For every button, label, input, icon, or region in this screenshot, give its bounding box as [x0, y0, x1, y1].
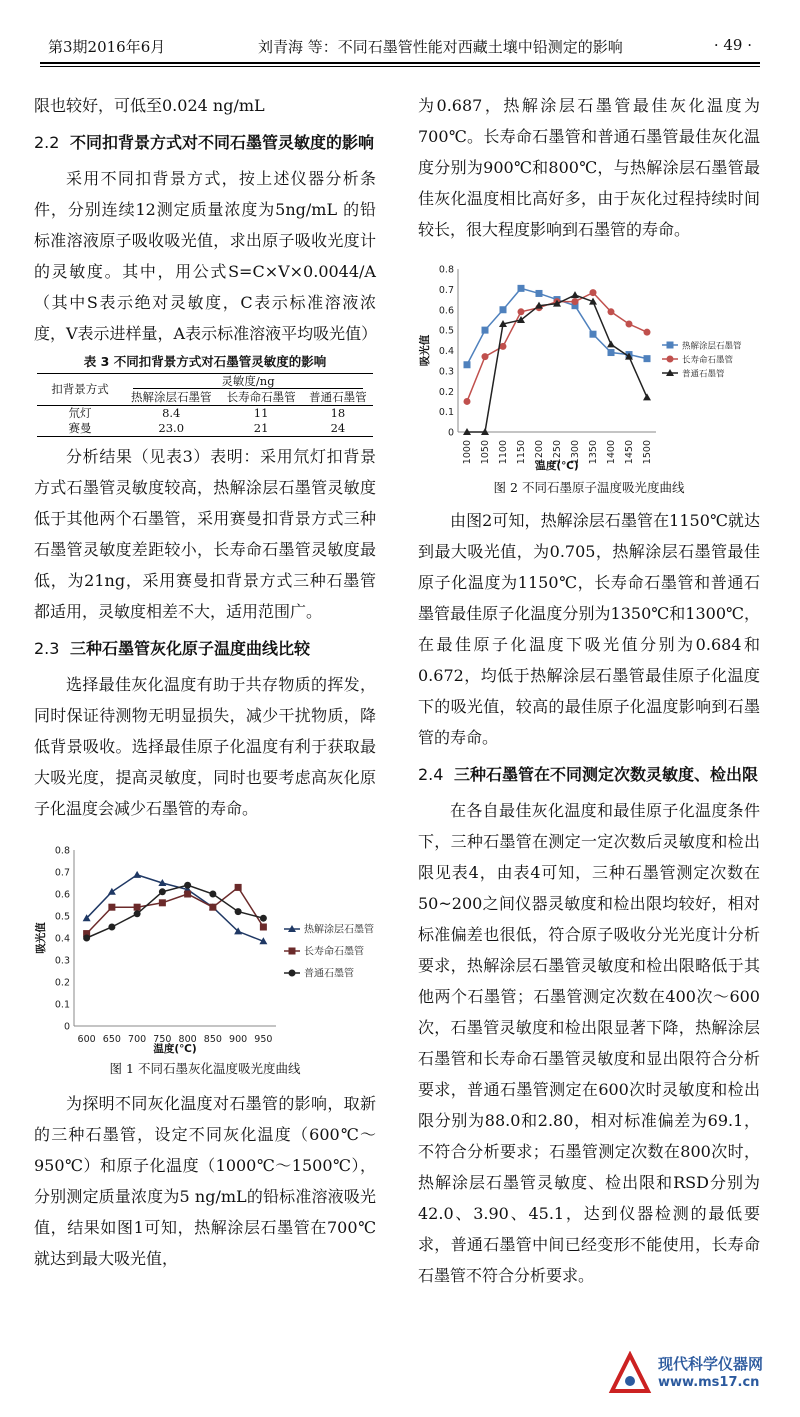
data-point: [159, 888, 166, 895]
data-point: [626, 321, 633, 328]
paragraph: 为0.687，热解涂层石墨管最佳灰化温度为700℃。长寿命石墨管和普通石墨管最佳灰化温度分别为900℃和800℃，与热解涂层石墨管最佳灰化温度相比高好多，由于灰化过程持续时间较长，很大程度影响到石墨管的寿命。: [418, 96, 760, 239]
x-tick-label: 600: [77, 1034, 96, 1045]
data-point: [209, 891, 216, 898]
y-tick-label: 0.1: [438, 407, 454, 419]
table-row: [37, 421, 373, 437]
data-point: [571, 291, 579, 298]
legend-label: 普通石墨管: [682, 369, 725, 380]
figure-2-caption: 图 2 不同石墨原子温度吸光度曲线: [493, 480, 685, 495]
x-tick-label: 1200: [534, 440, 545, 465]
section-title: 不同扣背景方式对不同石墨管灵敏度的影响: [70, 133, 375, 152]
data-point: [209, 904, 216, 911]
y-tick-label: 0.7: [438, 284, 454, 296]
section-2-2-heading: [34, 129, 376, 157]
data-point: [464, 361, 471, 368]
figure-1-caption: 图 1 不同石墨灰化温度吸光度曲线: [109, 1061, 301, 1076]
legend-marker: [667, 342, 674, 349]
y-tick-label: 0.6: [54, 889, 70, 901]
table-cell: 18: [330, 406, 346, 420]
header-rule-thick: [40, 62, 760, 64]
data-point: [184, 891, 191, 898]
x-tick-label: 900: [229, 1034, 248, 1045]
y-tick-label: 0.2: [438, 386, 454, 398]
y-tick-label: 0.7: [54, 867, 70, 879]
y-tick-label: 0: [447, 427, 454, 439]
legend-marker: [289, 970, 296, 977]
series-line: [467, 295, 647, 432]
data-point: [500, 343, 507, 350]
data-point: [536, 290, 543, 297]
y-tick-label: 0.2: [54, 977, 70, 989]
paragraph: 在各自最佳灰化温度和最佳原子化温度条件下，三种石墨管在测定一定次数后灵敏度和检出限见表4，由表4可知，三种石墨管测定次数在50~200之间仪器灵敏度和检出限均较好，相对标准偏差也很低，符合原子吸收分光光度计分析要求，热解涂层石墨管灵敏度和检出限略低于其他两个石墨管；石墨管测定次数在400次～600次，石墨管灵敏度和检出限显著下降，热解涂层石墨管和长寿命石墨管灵敏度和显出限符合分析要求，普通石墨管测定在600次时灵敏度和检出限分别为88.0和2.80，相对标准偏差为69.1，不符合分析要求；石墨管测定次数在800次时，热解涂层石墨管灵敏度、检出限和RSD分别为42.0、3.90、45.1，达到仪器检测的最低要求，普通石墨管中间已经变形不能使用，长寿命石墨管不符合分析要求。: [418, 801, 760, 1285]
x-tick-label: 1100: [498, 440, 509, 465]
x-tick-label: 1250: [552, 440, 563, 465]
y-tick-label: 0.3: [54, 955, 70, 967]
section-2-3-heading: [34, 635, 376, 663]
header-rule-thin: [40, 66, 760, 67]
table-cell: 23.0: [123, 421, 219, 437]
series-line: [467, 293, 647, 402]
x-axis-label: 温度(℃): [535, 460, 579, 472]
y-tick-label: 0.1: [54, 999, 70, 1011]
x-tick-label: 800: [178, 1034, 197, 1045]
data-point: [184, 882, 191, 889]
x-tick-label: 850: [203, 1034, 222, 1045]
data-point: [482, 327, 489, 334]
y-axis-label: 吸光值: [35, 922, 47, 954]
site-watermark: [608, 1351, 768, 1403]
running-header: [48, 36, 752, 60]
x-tick-label: 650: [102, 1034, 121, 1045]
legend-marker: [667, 356, 674, 363]
data-point: [108, 924, 115, 931]
table-cell: 24: [303, 421, 373, 437]
data-point: [83, 935, 90, 942]
paragraph: 采用不同扣背景方式，按上述仪器分析条件，分别连续12测定质量浓度为5ng/mL 的铅标准溶液原子吸收吸光值，求出原子吸收光度计的灵敏度。其中，用公式S=C×V×0.0044/A（其中S表示绝对灵敏度，C表示标准溶液浓度，V表示进样量，A表示标准溶液平均吸光值）: [34, 169, 378, 343]
section-number: 2.4: [418, 765, 444, 784]
paragraph: 选择最佳灰化温度有助于共存物质的挥发，同时保证待测物无明显损失，减少干扰物质，降低背景吸收。选择最佳原子化温度有利于获取最大吸光度，提高灵敏度，同时也要考虑高灰化原子化温度会减少石墨管的寿命。: [34, 675, 376, 818]
paragraph: 由图2可知，热解涂层石墨管在1150℃就达到最大吸光值，为0.705，热解涂层石墨管最佳原子化温度为1150℃，长寿命石墨管和普通石墨管最佳原子化温度分别为1350℃和1300℃，在最佳原子化温度下吸光值分别为0.684和0.672，均低于热解涂层石墨管最佳原子化温度下的吸光值，较高的最佳原子化温度影响到石墨管的寿命。: [418, 511, 760, 747]
y-tick-label: 0: [63, 1021, 70, 1033]
data-point: [159, 899, 166, 906]
data-point: [500, 306, 507, 313]
table-cell: 8.4: [162, 406, 181, 420]
data-point: [482, 353, 489, 360]
legend-label: 热解涂层石墨管: [682, 341, 742, 352]
data-point: [572, 298, 579, 305]
data-point: [464, 398, 471, 405]
data-point: [134, 910, 141, 917]
table-subheader: 长寿命石墨管: [219, 390, 302, 406]
continued-line: 限也较好，可低至0.024 ng/mL: [34, 96, 265, 115]
legend-label: 长寿命石墨管: [304, 946, 364, 958]
y-tick-label: 0.8: [438, 264, 454, 276]
y-tick-label: 0.3: [438, 366, 454, 378]
x-axis-label: 温度(℃): [153, 1043, 197, 1055]
y-tick-label: 0.4: [438, 346, 454, 357]
x-tick-label: 950: [254, 1034, 273, 1045]
page-number: · 49 ·: [713, 36, 752, 54]
x-tick-label: 1500: [642, 440, 653, 465]
x-tick-label: 1450: [624, 440, 635, 465]
data-point: [235, 884, 242, 891]
data-point: [590, 289, 597, 296]
x-tick-label: 1350: [588, 440, 599, 465]
watermark-name: 现代科学仪器网: [658, 1355, 764, 1373]
journal-issue: 第3期2016年6月: [48, 38, 166, 56]
table-subheader: 热解涂层石墨管: [123, 390, 219, 406]
y-tick-label: 0.5: [54, 911, 70, 923]
table-cell: 21: [219, 421, 302, 437]
y-tick-label: 0.4: [54, 933, 70, 945]
figure-1-chart: [34, 836, 376, 1060]
x-tick-label: 1400: [606, 440, 617, 465]
right-column: [418, 90, 760, 1291]
legend-label: 热解涂层石墨管: [304, 924, 374, 936]
data-point: [644, 355, 651, 362]
data-point: [608, 308, 615, 315]
data-point: [235, 908, 242, 915]
data-point: [260, 915, 267, 922]
paragraph: 为探明不同灰化温度对石墨管的影响，取新的三种石墨管，设定不同灰化温度（600℃～950℃）和原子化温度（1000℃～1500℃），分别测定质量浓度为5 ng/mL的铅标准溶液吸光值，结果如图1可知，热解涂层石墨管在700℃就达到最大吸光值，: [34, 1094, 376, 1268]
section-number: 2.2: [34, 133, 60, 152]
watermark-logo-icon: [608, 1351, 652, 1399]
data-point: [518, 285, 525, 292]
legend-label: 长寿命石墨管: [682, 355, 734, 366]
y-tick-label: 0.6: [438, 305, 454, 317]
data-point: [607, 340, 615, 347]
y-tick-label: 0.8: [54, 845, 70, 857]
x-tick-label: 1300: [570, 440, 581, 465]
table-subheader: 普通石墨管: [303, 390, 373, 406]
x-tick-label: 750: [153, 1034, 172, 1045]
y-axis-label: 吸光值: [419, 334, 431, 367]
data-point: [108, 904, 115, 911]
data-point: [608, 349, 615, 356]
figure-2-chart: [418, 257, 760, 473]
table-row: [37, 406, 373, 422]
data-point: [643, 393, 651, 400]
legend-marker: [289, 948, 296, 955]
watermark-url: www.ms17.cn: [658, 1375, 760, 1390]
data-point: [134, 904, 141, 911]
data-point: [644, 329, 651, 336]
table-cell: 11: [253, 406, 269, 420]
data-point: [108, 888, 116, 895]
y-tick-label: 0.5: [438, 325, 454, 337]
table-header-method: 扣背景方式: [37, 374, 123, 406]
table-header-group: 灵敏度/ng: [123, 374, 373, 391]
article-running-title: 刘青海 等：不同石墨管性能对西藏土壤中铅测定的影响: [258, 38, 623, 56]
section-number: 2.3: [34, 639, 60, 658]
legend-label: 普通石墨管: [304, 968, 354, 980]
table-3: [37, 373, 373, 437]
table-caption: 表 3 不同扣背景方式对石墨管灵敏度的影响: [83, 354, 327, 369]
data-point: [518, 308, 525, 315]
table-cell: 赛曼: [37, 421, 123, 437]
section-2-4-heading: [418, 761, 760, 789]
table-cell: 氘灯: [68, 406, 92, 420]
section-title: 三种石墨管灰化原子温度曲线比较: [70, 639, 311, 658]
x-tick-label: 1000: [462, 440, 473, 465]
x-tick-label: 1050: [480, 440, 491, 465]
data-point: [133, 871, 141, 878]
data-point: [260, 924, 267, 931]
paragraph: 分析结果（见表3）表明：采用氘灯扣背景方式石墨管灵敏度较高，热解涂层石墨管灵敏度低于其他两个石墨管，采用赛曼扣背景方式三种石墨管灵敏度差距较小，长寿命石墨管灵敏度最低，为21ng，采用赛曼扣背景方式三种石墨管都适用，灵敏度相差不大，适用范围广。: [34, 447, 376, 621]
x-tick-label: 1150: [516, 440, 527, 465]
data-point: [590, 331, 597, 338]
section-title: 三种石墨管在不同测定次数灵敏度、检出限: [454, 765, 759, 784]
left-column: [34, 90, 376, 1274]
x-tick-label: 700: [128, 1034, 147, 1045]
